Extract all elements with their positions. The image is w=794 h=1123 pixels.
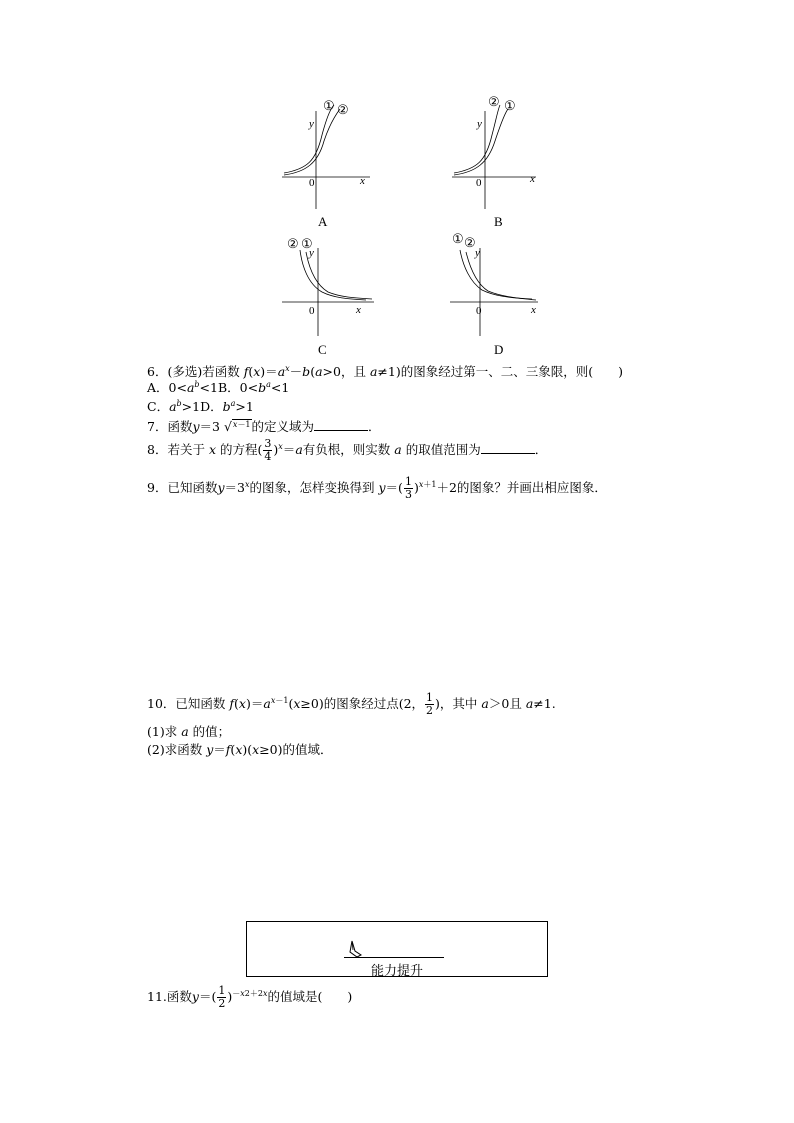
- question-8: 8．若关于 x 的方程( $\frac{3}{4}$ )$^x$＝a有负根，则实数 a 的取值范围为 ．: [147, 437, 548, 463]
- graph-a-x-label: x: [360, 175, 365, 187]
- question-6-options-1: A．$0<a^b<1B$．$0<b^a<1$: [147, 380, 290, 395]
- section-title: 能力提升: [370, 964, 423, 979]
- graph-c-y-label: y: [309, 247, 314, 259]
- question-10: 10．已知函数 $f(x)=a^{x-1}(x\ge 0)$的图象经过点(2， $\frac{1}{2}$ )，其中 a＞0且 a≠1.: [147, 691, 556, 717]
- graph-c: [282, 238, 382, 342]
- graph-a-y-label: y: [309, 118, 314, 130]
- graph-b-curve1-label: ②: [488, 94, 500, 109]
- question-6-options-2: C．$a^b>1D$．$b^a>1$: [147, 399, 254, 414]
- graph-b-curve2-label: ①: [504, 98, 516, 113]
- graph-d-label: D: [494, 342, 504, 357]
- answer-blank[interactable]: [314, 418, 368, 431]
- graph-b-x-label: x: [530, 173, 535, 185]
- graph-b-y-label: y: [477, 118, 482, 130]
- section-rule: [344, 957, 444, 958]
- graph-c-curve2-label: ①: [301, 236, 313, 251]
- graph-a-curve2-label: ②: [337, 102, 349, 117]
- graph-d-x-label: x: [531, 304, 536, 316]
- graph-b-label: B: [494, 214, 503, 229]
- graph-a-origin: 0: [309, 177, 315, 189]
- graph-d: [450, 238, 545, 342]
- graph-d-y-label: y: [475, 247, 480, 259]
- question-9: 9．已知函数$y=3^x$的图象，怎样变换得到 y＝( $\frac{1}{3}$ )$^{x+1}$＋2的图象？并画出相应图象．: [147, 475, 607, 501]
- question-10-part-1: (1)求 a 的值；: [147, 724, 231, 739]
- graph-d-curve2-label: ②: [464, 235, 476, 250]
- graph-b-origin: 0: [476, 177, 482, 189]
- section-banner: [246, 921, 548, 977]
- graph-b: [452, 95, 542, 215]
- graph-d-curve1-label: ①: [452, 231, 464, 246]
- graph-c-x-label: x: [356, 304, 361, 316]
- question-10-part-2: (2)求函数 y＝f(x)(x≥0)的值域．: [147, 742, 333, 757]
- question-11: 11.函数y＝( $\frac{1}{2}$ )$^{-x2+2x}$的值域是( ): [147, 984, 353, 1010]
- question-6-stem: 6．(多选)若函数 $f(x)=a^x-b(a>0$，且 a≠1)的图象经过第一、二、三象限，则( ): [147, 364, 623, 379]
- question-7: 7．函数y＝3 √x－1的定义域为 ．: [147, 419, 381, 434]
- graph-a-label: A: [318, 214, 328, 229]
- graph-a-curve1-label: ①: [323, 98, 335, 113]
- graph-c-curve1-label: ②: [287, 236, 299, 251]
- graph-d-origin: 0: [476, 305, 482, 317]
- graph-c-label: C: [318, 342, 327, 357]
- pencil-hand-icon: [348, 940, 364, 958]
- answer-blank[interactable]: [481, 441, 535, 454]
- graph-c-origin: 0: [309, 305, 315, 317]
